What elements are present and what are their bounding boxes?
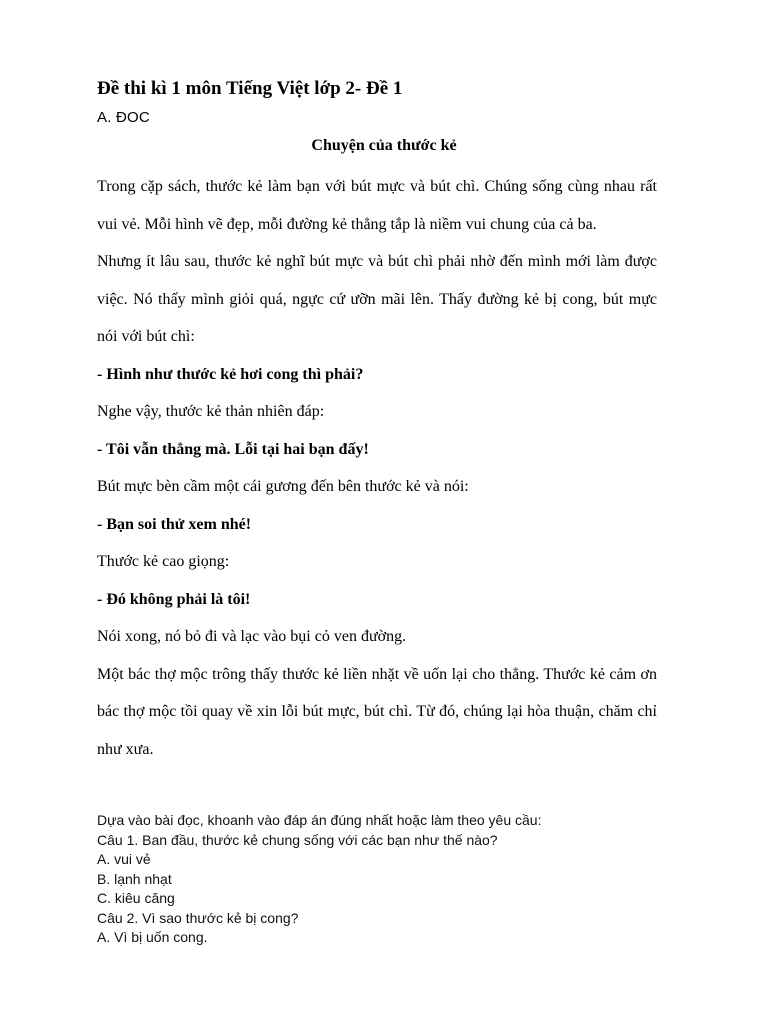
story-dialog-line: - Bạn soi thử xem nhé! bbox=[97, 515, 252, 533]
story-paragraph: Bút mực bèn cầm một cái gương đến bên thước kẻ và nói: bbox=[97, 478, 469, 495]
section-label: A. ĐOC bbox=[97, 109, 150, 126]
story-paragraph: Trong cặp sách, thước kẻ làm bạn với bút mực và bút chì. Chúng sống cùng nhau rất vui vẻ. Mỗi hình vẽ đẹp, mỗi đường kẻ thẳng tắp là niềm vui chung của cả ba. bbox=[97, 178, 657, 233]
answer-option: A. Vì bị uốn cong. bbox=[97, 929, 208, 945]
story-title: Chuyện của thước kẻ bbox=[311, 137, 457, 154]
story-paragraph: Thước kẻ cao giọng: bbox=[97, 553, 230, 570]
story-paragraph: Nói xong, nó bỏ đi và lạc vào bụi cỏ ven đường. bbox=[97, 628, 407, 645]
story-paragraph: Một bác thợ mộc trông thấy thước kẻ liền nhặt về uốn lại cho thẳng. Thước kẻ cảm ơn bác thợ mộc tồi quay về xin lỗi bút mực, bút chì. Từ đó, chúng lại hòa thuận, chăm chỉ như xưa. bbox=[97, 665, 657, 758]
story-paragraph: Nghe vậy, thước kẻ thản nhiên đáp: bbox=[97, 403, 325, 420]
story-dialog-line: - Tôi vẫn thẳng mà. Lỗi tại hai bạn đấy! bbox=[97, 440, 369, 458]
question-text: Câu 1. Ban đầu, thước kẻ chung sống với các bạn như thế nào? bbox=[97, 831, 498, 848]
story-paragraph: Nhưng ít lâu sau, thước kẻ nghĩ bút mực và bút chì phải nhờ đến mình mới làm được việc. Nó thấy mình giỏi quá, ngực cứ ưỡn mãi lên. Thấy đường kẻ bị cong, bút mực nói với bút chì: bbox=[97, 253, 657, 345]
questions-section bbox=[97, 811, 697, 948]
answer-option: A. vui vẻ bbox=[97, 851, 151, 867]
answer-option: C. kiêu căng bbox=[97, 890, 175, 906]
story-dialog-line: - Đó không phải là tôi! bbox=[97, 590, 251, 608]
question-text: Câu 2. Vì sao thước kẻ bị cong? bbox=[97, 909, 299, 926]
instructions-text: Dựa vào bài đọc, khoanh vào đáp án đúng nhất hoặc làm theo yêu cầu: bbox=[97, 812, 542, 828]
story-dialog-line: - Hình như thước kẻ hơi cong thì phải? bbox=[97, 365, 364, 383]
story-body bbox=[97, 168, 657, 768]
document-title: Đề thi kì 1 môn Tiếng Việt lớp 2- Đề 1 bbox=[97, 78, 403, 99]
answer-option: B. lạnh nhạt bbox=[97, 870, 172, 887]
